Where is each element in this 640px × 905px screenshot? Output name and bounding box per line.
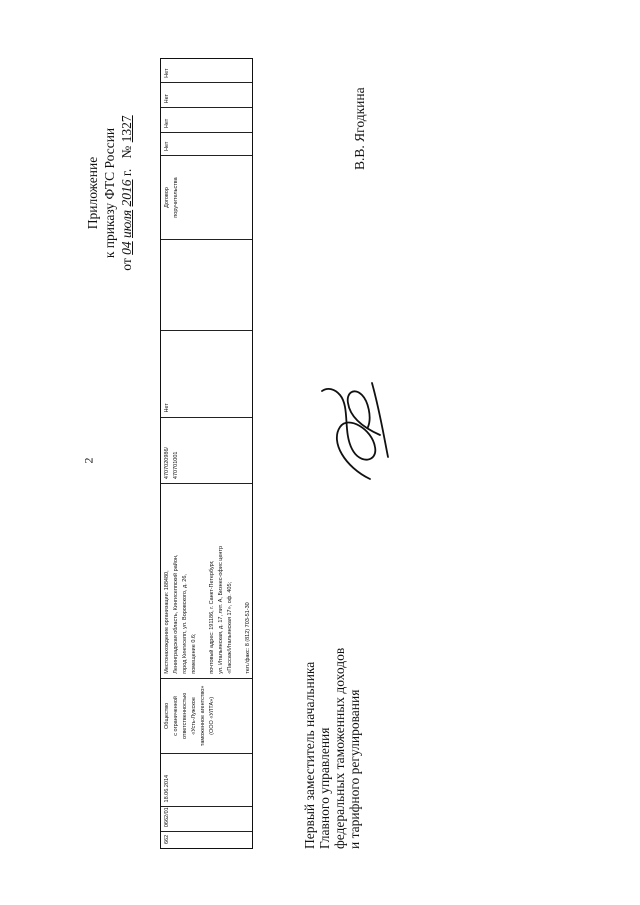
appendix-year-suffix: г. [119, 168, 134, 177]
address-line: Ленинградская область, Кингисеппский район, [173, 554, 179, 674]
cell-address [161, 483, 252, 678]
org-name-line: таможенное агентство» [200, 685, 206, 747]
page-number: 2 [81, 457, 96, 464]
cell-reg-number [161, 806, 252, 831]
signatory-name: В.В. Ягодкина [352, 87, 367, 170]
address-line: Местонахождение организации: 188480, [164, 570, 170, 674]
cell-index [161, 831, 252, 848]
address-line: «Пассаж/Итальянская 17», оф. 405; [227, 581, 233, 674]
appendix-title: Приложение [85, 156, 100, 230]
address-line: почтовый адрес: 191186, г. Санкт-Петербург, [209, 560, 215, 674]
cell-date [161, 753, 252, 806]
address-line: ул. Итальянская, д. 17, лит. А, Бизнес-офис центр [218, 545, 224, 674]
appendix-year: 2016 [119, 179, 134, 207]
org-name-line: ответственностью [182, 692, 188, 740]
col10-line: Договор [164, 187, 170, 208]
appendix-date-line [118, 93, 135, 293]
signatory-title-line: и тарифного регулирования [347, 689, 362, 849]
registry-table [160, 58, 253, 849]
cell-org-name [161, 678, 252, 753]
appendix-month: июля [119, 209, 134, 238]
org-name-line: «Усть-Лужское [191, 697, 197, 735]
appendix-number: 1327 [119, 115, 134, 143]
row-reg-number: 0662/01 [164, 807, 170, 828]
col12-value: Нет [164, 118, 170, 129]
inn: 4707020986/ [164, 446, 170, 480]
row-index: 662 [164, 834, 170, 844]
cell-col14 [161, 59, 252, 82]
cell-col13 [161, 82, 252, 108]
appendix-order: к приказу ФТС России [102, 127, 117, 259]
appendix-from: от [119, 258, 134, 271]
col14-value: Нет [164, 68, 170, 78]
appendix-day: 04 [119, 241, 134, 255]
cell-col12 [161, 107, 252, 132]
handwritten-signature [310, 377, 400, 487]
org-name-line: Общество [164, 702, 170, 729]
cell-col11 [161, 132, 252, 155]
col11-value: Нет [164, 141, 170, 152]
signatory-title-line: федеральных таможенных доходов [332, 647, 347, 849]
col8-value: Нет [164, 403, 170, 413]
appendix-header [84, 93, 135, 293]
cell-inn-kpp [161, 417, 252, 484]
address-line: тел./факс: 8 (812) 703-51-30 [245, 602, 251, 674]
col13-value: Нет [164, 94, 170, 104]
signatory-title-line: Первый заместитель начальника [302, 661, 317, 849]
cell-col10 [161, 155, 252, 239]
cell-col8 [161, 330, 252, 417]
address-line: город Кингисепп, ул. Воровского, д. 26, [182, 574, 188, 674]
org-name-line: с ограниченной [173, 696, 179, 736]
cell-col9 [161, 239, 252, 330]
address-line: помещение 0.6; [191, 633, 197, 674]
col10-line: поручительства [173, 177, 179, 218]
org-name-line: (ООО «УЛТА») [209, 696, 215, 735]
row-date: 18.06.2014 [164, 774, 170, 803]
address-line [200, 488, 207, 674]
signatory-title-line: Главного управления [317, 727, 332, 849]
appendix-number-label: № [119, 145, 134, 159]
address-line [236, 488, 243, 674]
kpp: 470701001 [173, 451, 179, 480]
signatory-title [302, 589, 362, 849]
